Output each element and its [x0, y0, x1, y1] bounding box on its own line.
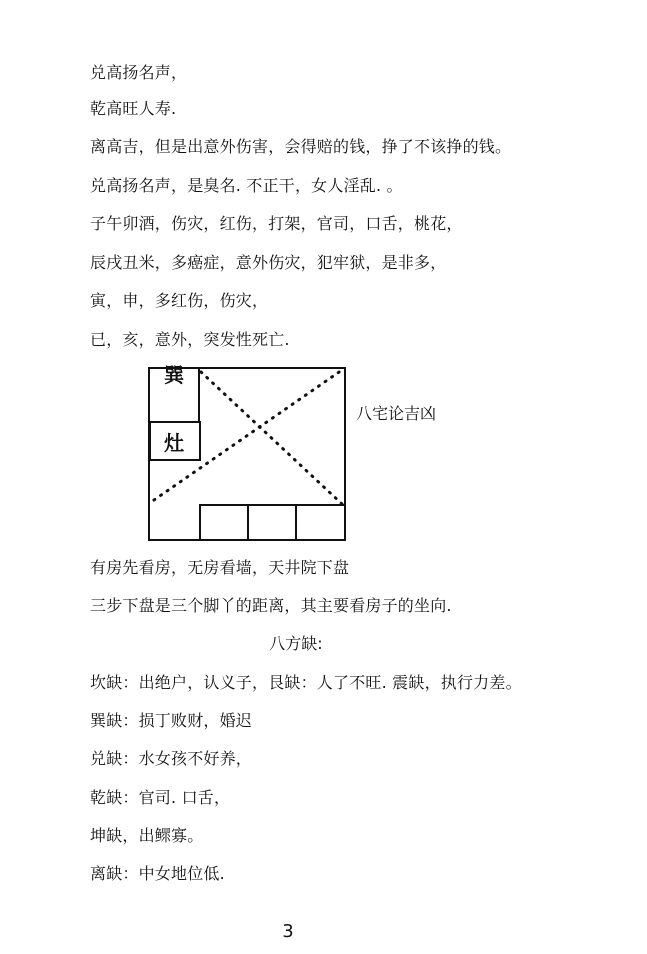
- text-line: 兑缺：水女孩不好养，: [90, 749, 253, 768]
- page-number: 3: [282, 921, 294, 942]
- diagram-caption: 八宅论吉凶: [356, 404, 437, 423]
- text-line: 辰戌丑米，多癌症，意外伤灾，犯牢狱，是非多，: [90, 253, 447, 272]
- text-line: 已，亥，意外，突发性死亡.: [90, 330, 290, 349]
- text-line: 有房先看房，无房看墙，天井院下盘: [90, 558, 350, 577]
- text-line: 离缺：中女地位低.: [90, 864, 225, 883]
- diagonal-dotted-line: [201, 372, 342, 504]
- stove-label: 灶: [164, 431, 184, 455]
- text-line: 离高吉，但是出意外伤害，会得赔的钱，挣了不该挣的钱。: [90, 137, 512, 156]
- text-line: 乾高旺人寿.: [90, 99, 177, 118]
- text-line: 兑高扬名声，是臭名. 不正干，女人淫乱. 。: [90, 176, 403, 195]
- text-line: 寅，申，多红伤，伤灾，: [90, 291, 269, 310]
- text-line: 兑高扬名声，: [90, 63, 188, 82]
- text-line: 坤缺，出鳏寡。: [90, 826, 204, 845]
- bottom-cell: [296, 505, 345, 540]
- text-line: 子午卯酒，伤灾，红伤，打架，官司，口舌，桃花，: [90, 214, 463, 233]
- text-line: 乾缺：官司. 口舌，: [90, 788, 231, 807]
- text-line: 坎缺：出绝户，认义子，艮缺：人了不旺. 震缺，执行力差。: [90, 673, 522, 692]
- house-layout-diagram: [148, 364, 348, 546]
- xun-label: 巽: [164, 364, 184, 387]
- text-line: 三步下盘是三个脚丫的距离，其主要看房子的坐向.: [90, 596, 452, 615]
- bottom-cell: [248, 505, 296, 540]
- section-heading: 八方缺:: [269, 634, 323, 653]
- text-line: 巽缺：损丁败财，婚迟: [90, 711, 253, 730]
- bottom-cell: [200, 505, 248, 540]
